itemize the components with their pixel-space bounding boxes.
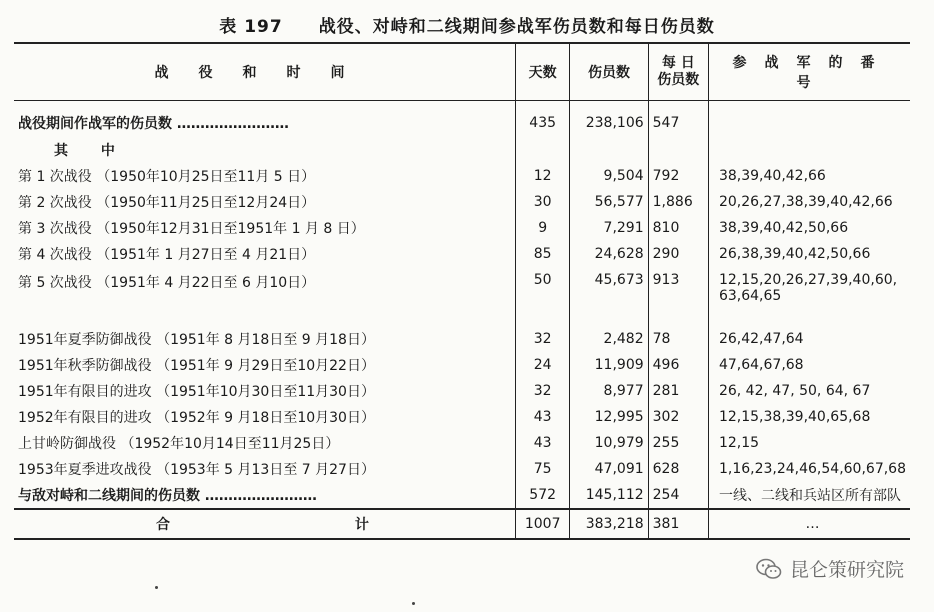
row-casualties [570,137,648,163]
table-row [14,352,910,378]
row-days: 9 [515,215,569,241]
row-days: 24 [515,352,569,378]
table-row [14,482,910,509]
row-daily: 547 [648,101,708,138]
row-casualties: 8,977 [570,378,648,404]
row-casualties: 24,628 [570,241,648,267]
row-daily: 1,886 [648,189,708,215]
row-days: 435 [515,101,569,138]
row-units: 一线、二线和兵站区所有部队 [708,482,910,509]
row-days: 32 [515,326,569,352]
row-units-line2: 63,64,65 [718,288,782,304]
total-days: 1007 [515,509,569,539]
table-row [14,215,910,241]
row-daily: 255 [648,430,708,456]
row-label: 上甘岭防御战役 （1952年10月14日至11月25日） [18,436,340,452]
row-label: 1951年有限目的进攻 （1951年10月30日至11月30日） [18,384,375,400]
row-units: 20,26,27,38,39,40,42,66 [708,189,910,215]
table-row [14,137,910,163]
row-days: 30 [515,189,569,215]
table-title [0,12,934,37]
casualty-table [14,42,910,540]
row-daily: 810 [648,215,708,241]
row-casualties: 2,482 [570,326,648,352]
scan-speck [155,586,158,589]
row-label: 第 5 次战役 （1951年 4 月22日至 6 月10日） [18,275,316,291]
row-units: 12,15 [708,430,910,456]
header-days: 天数 [515,43,569,101]
row-units: 38,39,40,42,50,66 [708,215,910,241]
row-casualties: 47,091 [570,456,648,482]
row-casualties: 7,291 [570,215,648,241]
row-days: 12 [515,163,569,189]
row-units: 47,64,67,68 [708,352,910,378]
row-units [708,101,910,138]
row-units: 26, 42, 47, 50, 64, 67 [708,378,910,404]
row-casualties: 145,112 [570,482,648,509]
row-daily: 290 [648,241,708,267]
row-units: 26,38,39,40,42,50,66 [708,241,910,267]
row-days: 43 [515,404,569,430]
row-casualties: 10,979 [570,430,648,456]
row-daily: 792 [648,163,708,189]
total-units: … [708,509,910,539]
row-daily: 281 [648,378,708,404]
row-daily: 628 [648,456,708,482]
row-label: 第 3 次战役 （1950年12月31日至1951年 1 月 8 日） [18,221,365,237]
row-casualties: 9,504 [570,163,648,189]
total-casualties: 383,218 [570,509,648,539]
row-daily: 302 [648,404,708,430]
table-row [14,326,910,352]
table-row [14,189,910,215]
row-casualties: 238,106 [570,101,648,138]
row-label: 1952年有限目的进攻 （1952年 9 月18日至10月30日） [18,410,375,426]
row-label: 其 中 [54,143,129,159]
header-campaign: 战役和时间 [14,43,515,101]
row-casualties: 12,995 [570,404,648,430]
row-label: 第 1 次战役 （1950年10月25日至11月 5 日） [18,169,316,185]
watermark-text: 昆仑策研究院 [789,559,904,581]
row-casualties: 56,577 [570,189,648,215]
row-days: 50 [515,267,569,312]
header-row [14,43,910,101]
row-casualties: 45,673 [570,267,648,312]
row-days: 43 [515,430,569,456]
row-daily: 78 [648,326,708,352]
total-daily: 381 [648,509,708,539]
spacer-row [14,312,910,326]
row-units: 26,42,47,64 [708,326,910,352]
wechat-logo-icon [756,558,782,580]
row-daily: 254 [648,482,708,509]
table-row [14,456,910,482]
row-days: 85 [515,241,569,267]
total-row [14,509,910,539]
table-row [14,378,910,404]
row-label: 与敌对峙和二线期间的伤员数 …………………… [18,488,317,504]
row-label: 战役期间作战军的伤员数 …………………… [18,116,289,132]
header-daily [648,43,708,101]
total-label: 合 计 [14,509,515,539]
header-daily-line2: 伤员数 [657,72,700,88]
row-daily: 913 [648,267,708,312]
table-number: 表 197 [219,17,283,37]
table-row [14,101,910,138]
scan-speck [412,602,415,605]
table-row [14,163,910,189]
row-days: 32 [515,378,569,404]
row-units [708,267,910,312]
row-label: 1953年夏季进攻战役 （1953年 5 月13日至 7 月27日） [18,462,375,478]
row-units: 12,15,38,39,40,65,68 [708,404,910,430]
header-daily-line1: 每 日 [661,55,695,71]
row-days: 572 [515,482,569,509]
header-casualties: 伤员数 [570,43,648,101]
row-label: 第 2 次战役 （1950年11月25日至12月24日） [18,195,316,211]
table-row [14,430,910,456]
row-units [708,137,910,163]
row-units: 1,16,23,24,46,54,60,67,68 [708,456,910,482]
table-row [14,241,910,267]
row-label: 第 4 次战役 （1951年 1 月27日至 4 月21日） [18,247,316,263]
row-days [515,137,569,163]
row-units: 38,39,40,42,66 [708,163,910,189]
watermark [756,555,904,582]
header-units: 参战军的番号 [708,43,910,101]
row-units-line1: 12,15,20,26,27,39,40,60, [718,272,898,288]
table-row [14,267,910,312]
row-casualties: 11,909 [570,352,648,378]
row-label: 1951年秋季防御战役 （1951年 9 月29日至10月22日） [18,358,375,374]
row-days: 75 [515,456,569,482]
table-row [14,404,910,430]
table-title-text: 战役、对峙和二线期间参战军伤员数和每日伤员数 [318,17,715,37]
row-daily [648,137,708,163]
row-daily: 496 [648,352,708,378]
row-label: 1951年夏季防御战役 （1951年 8 月18日至 9 月18日） [18,332,375,348]
